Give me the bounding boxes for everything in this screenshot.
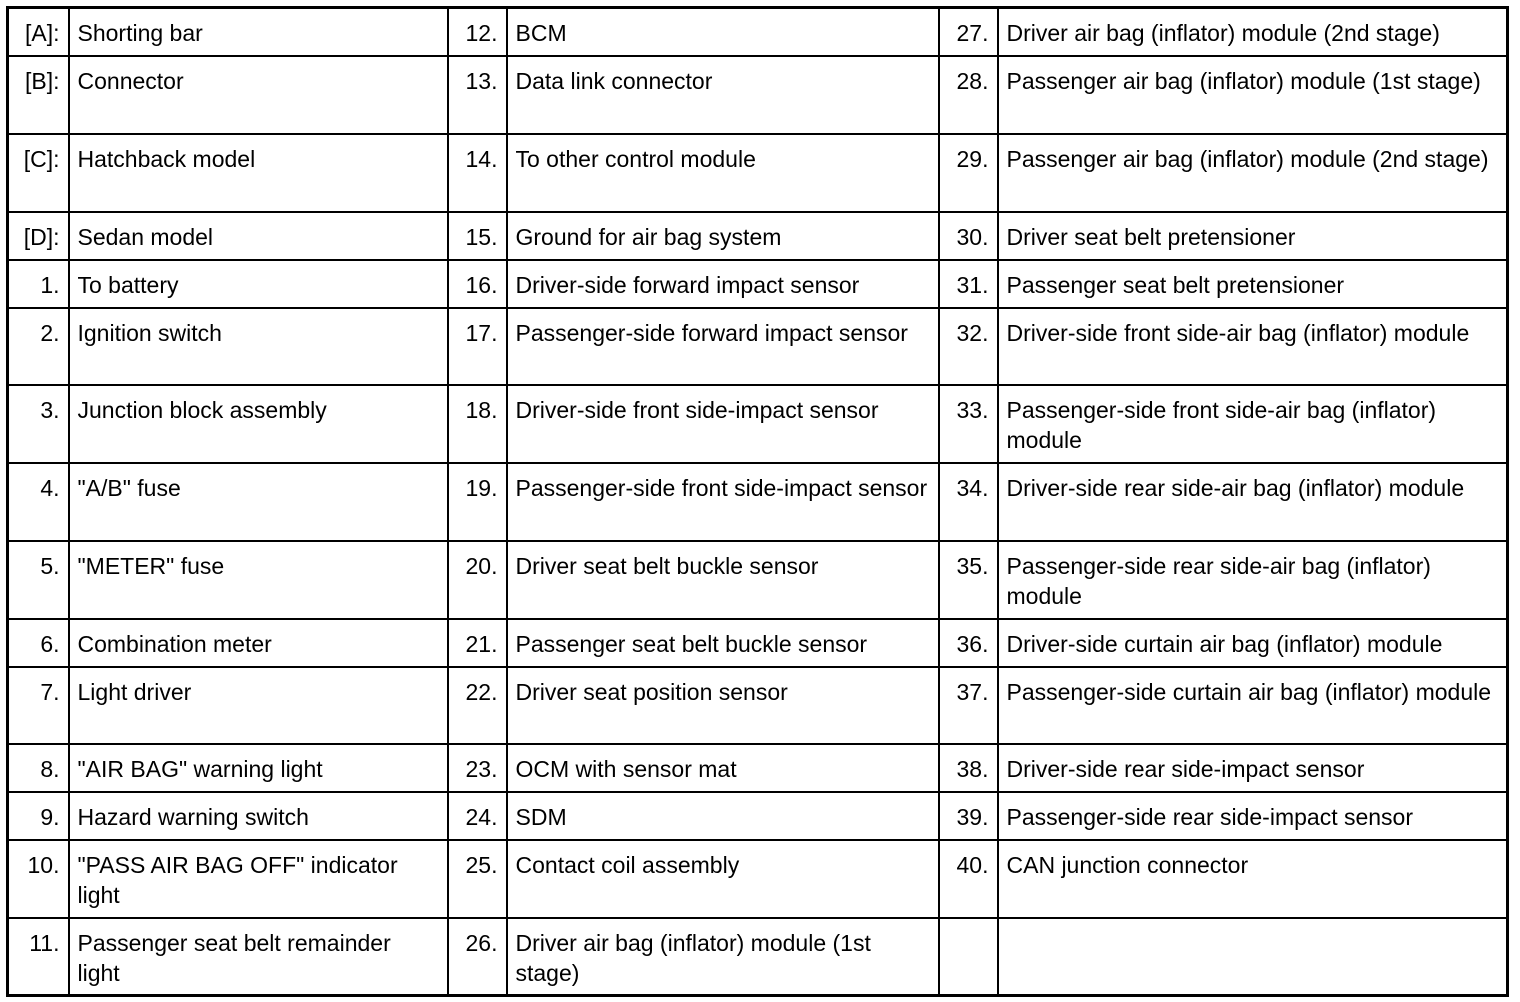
item-number: 39. — [939, 792, 998, 840]
item-label: Passenger air bag (inflator) module (2nd stage) — [998, 134, 1508, 212]
item-number: 37. — [939, 667, 998, 744]
item-label: Connector — [69, 56, 448, 134]
item-number: 9. — [8, 792, 69, 840]
item-number: 4. — [8, 463, 69, 541]
item-number: 8. — [8, 744, 69, 792]
item-label: Driver-side forward impact sensor — [507, 260, 939, 308]
item-label: Driver seat belt buckle sensor — [507, 541, 939, 619]
item-label: Passenger-side curtain air bag (inflator) module — [998, 667, 1508, 744]
item-number: 7. — [8, 667, 69, 744]
item-number: 3. — [8, 385, 69, 463]
item-number: 19. — [448, 463, 507, 541]
item-label: "A/B" fuse — [69, 463, 448, 541]
table-row — [8, 918, 1508, 996]
item-number: 15. — [448, 212, 507, 260]
item-number: 27. — [939, 8, 998, 56]
item-number: 21. — [448, 619, 507, 667]
table-row — [8, 385, 1508, 463]
table-row — [8, 840, 1508, 918]
item-label: Combination meter — [69, 619, 448, 667]
item-label: Light driver — [69, 667, 448, 744]
item-label: Hatchback model — [69, 134, 448, 212]
item-number: 40. — [939, 840, 998, 918]
table-row — [8, 134, 1508, 212]
item-label: Passenger-side front side-air bag (inflator) module — [998, 385, 1508, 463]
item-number: 1. — [8, 260, 69, 308]
item-number: 28. — [939, 56, 998, 134]
item-label: BCM — [507, 8, 939, 56]
item-number: 22. — [448, 667, 507, 744]
item-number: 14. — [448, 134, 507, 212]
item-label: Ground for air bag system — [507, 212, 939, 260]
item-number: 2. — [8, 308, 69, 385]
item-label: Shorting bar — [69, 8, 448, 56]
item-label: To battery — [69, 260, 448, 308]
item-number: 23. — [448, 744, 507, 792]
item-label: Hazard warning switch — [69, 792, 448, 840]
item-number: 34. — [939, 463, 998, 541]
item-label: Contact coil assembly — [507, 840, 939, 918]
table-row — [8, 667, 1508, 744]
item-label: Driver-side front side-air bag (inflator) module — [998, 308, 1508, 385]
item-number: 6. — [8, 619, 69, 667]
item-label: Passenger seat belt remainder light — [69, 918, 448, 996]
item-number: 17. — [448, 308, 507, 385]
table-row — [8, 792, 1508, 840]
item-number: [B]: — [8, 56, 69, 134]
item-number: [C]: — [8, 134, 69, 212]
item-number: 32. — [939, 308, 998, 385]
item-number: [A]: — [8, 8, 69, 56]
table-row — [8, 308, 1508, 385]
item-number: 24. — [448, 792, 507, 840]
table-row — [8, 8, 1508, 56]
item-number: 20. — [448, 541, 507, 619]
item-label: Passenger seat belt pretensioner — [998, 260, 1508, 308]
item-number: 5. — [8, 541, 69, 619]
item-label: Passenger-side rear side-air bag (inflator) module — [998, 541, 1508, 619]
item-label: To other control module — [507, 134, 939, 212]
item-label: Passenger seat belt buckle sensor — [507, 619, 939, 667]
item-number: 12. — [448, 8, 507, 56]
item-label: SDM — [507, 792, 939, 840]
item-label: Data link connector — [507, 56, 939, 134]
item-label: Driver seat position sensor — [507, 667, 939, 744]
item-label: CAN junction connector — [998, 840, 1508, 918]
table-row — [8, 744, 1508, 792]
item-label: "AIR BAG" warning light — [69, 744, 448, 792]
item-label: Passenger-side front side-impact sensor — [507, 463, 939, 541]
item-label: Junction block assembly — [69, 385, 448, 463]
table-row — [8, 212, 1508, 260]
table-row — [8, 56, 1508, 134]
item-label: Driver-side curtain air bag (inflator) module — [998, 619, 1508, 667]
item-label: "PASS AIR BAG OFF" indicator light — [69, 840, 448, 918]
item-number: 26. — [448, 918, 507, 996]
item-label: Passenger-side rear side-impact sensor — [998, 792, 1508, 840]
item-label: "METER" fuse — [69, 541, 448, 619]
item-number: [D]: — [8, 212, 69, 260]
item-number: 16. — [448, 260, 507, 308]
item-number: 38. — [939, 744, 998, 792]
legend-table — [6, 6, 1509, 997]
item-number: 33. — [939, 385, 998, 463]
item-label: Sedan model — [69, 212, 448, 260]
item-label: Driver-side rear side-impact sensor — [998, 744, 1508, 792]
item-label: Driver air bag (inflator) module (1st stage) — [507, 918, 939, 996]
item-number: 35. — [939, 541, 998, 619]
item-label: Passenger-side forward impact sensor — [507, 308, 939, 385]
table-row — [8, 260, 1508, 308]
table-row — [8, 619, 1508, 667]
item-number: 31. — [939, 260, 998, 308]
item-number: 29. — [939, 134, 998, 212]
item-number: 25. — [448, 840, 507, 918]
table-row — [8, 463, 1508, 541]
item-label: Passenger air bag (inflator) module (1st stage) — [998, 56, 1508, 134]
item-label — [998, 918, 1508, 996]
item-number: 13. — [448, 56, 507, 134]
item-number: 18. — [448, 385, 507, 463]
item-number: 11. — [8, 918, 69, 996]
table-row — [8, 541, 1508, 619]
item-number: 10. — [8, 840, 69, 918]
item-label: Driver-side rear side-air bag (inflator) module — [998, 463, 1508, 541]
item-number — [939, 918, 998, 996]
item-label: Ignition switch — [69, 308, 448, 385]
item-label: Driver seat belt pretensioner — [998, 212, 1508, 260]
item-label: Driver air bag (inflator) module (2nd stage) — [998, 8, 1508, 56]
item-label: Driver-side front side-impact sensor — [507, 385, 939, 463]
item-label: OCM with sensor mat — [507, 744, 939, 792]
item-number: 30. — [939, 212, 998, 260]
item-number: 36. — [939, 619, 998, 667]
